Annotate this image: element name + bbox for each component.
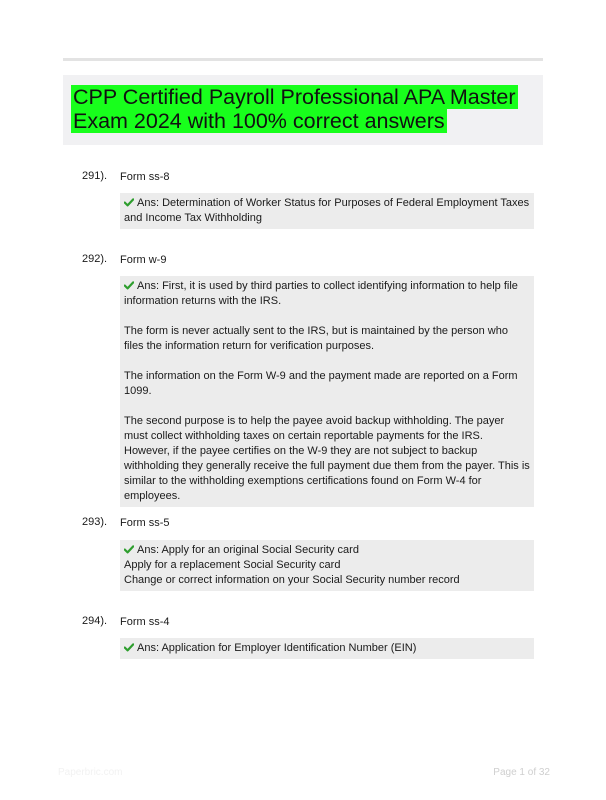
answer-line bbox=[124, 543, 530, 558]
question-number: 293). bbox=[82, 516, 108, 528]
check-icon bbox=[124, 545, 134, 554]
answer-line: Change or correct information on your Social Security number record bbox=[124, 574, 460, 586]
answer-text: Ans: Apply for an original Social Security card bbox=[137, 544, 359, 556]
answer-paragraph bbox=[124, 279, 530, 309]
title-highlight: CPP Certified Payroll Professional APA Master Exam 2024 with 100% correct answers bbox=[73, 85, 516, 133]
answer-paragraph: The form is never actually sent to the IRS, but is maintained by the person who files the information return for verification purposes. bbox=[124, 325, 508, 352]
question-text: Form ss-8 bbox=[120, 171, 170, 183]
question-number: 294). bbox=[82, 615, 108, 627]
question-text: Form ss-5 bbox=[120, 517, 170, 529]
answer-paragraph: The information on the Form W-9 and the payment made are reported on a Form 1099. bbox=[124, 370, 518, 397]
answer-text: Ans: First, it is used by third parties to collect identifying information to help file information returns with the IRS. bbox=[124, 280, 518, 307]
answer-text: Ans: Application for Employer Identification Number (EIN) bbox=[137, 642, 417, 654]
answer-paragraph: The second purpose is to help the payee avoid backup withholding. The payer must collect withholding taxes on certain reportable payments for the IRS. However, if the payee certifies on the W-9 they are not subject to backup withholding they generally receive the full payment due them from the payer. This is similar to the withholding exemptions certifications found on Form W-4 for employees. bbox=[124, 415, 530, 502]
check-icon bbox=[124, 643, 134, 652]
question-text: Form w-9 bbox=[120, 254, 167, 266]
title-banner bbox=[63, 75, 543, 145]
question-text: Form ss-4 bbox=[120, 616, 170, 628]
question-number: 291). bbox=[82, 170, 108, 182]
document-title bbox=[71, 85, 531, 133]
answer-box bbox=[120, 638, 534, 659]
question-number: 292). bbox=[82, 253, 108, 265]
footer-site-watermark: Paperbric.com bbox=[58, 767, 123, 778]
answer-box bbox=[120, 276, 534, 507]
answer-text: Ans: Determination of Worker Status for Purposes of Federal Employment Taxes and Income Tax Withholding bbox=[124, 197, 530, 224]
footer-page-number: Page 1 of 32 bbox=[493, 767, 550, 778]
answer-box bbox=[120, 540, 534, 591]
top-divider bbox=[63, 58, 543, 61]
answer-paragraph bbox=[124, 196, 530, 226]
check-icon bbox=[124, 198, 134, 207]
answer-paragraph bbox=[124, 641, 530, 656]
answer-box bbox=[120, 193, 534, 229]
answer-line: Apply for a replacement Social Security card bbox=[124, 559, 341, 571]
check-icon bbox=[124, 281, 134, 290]
